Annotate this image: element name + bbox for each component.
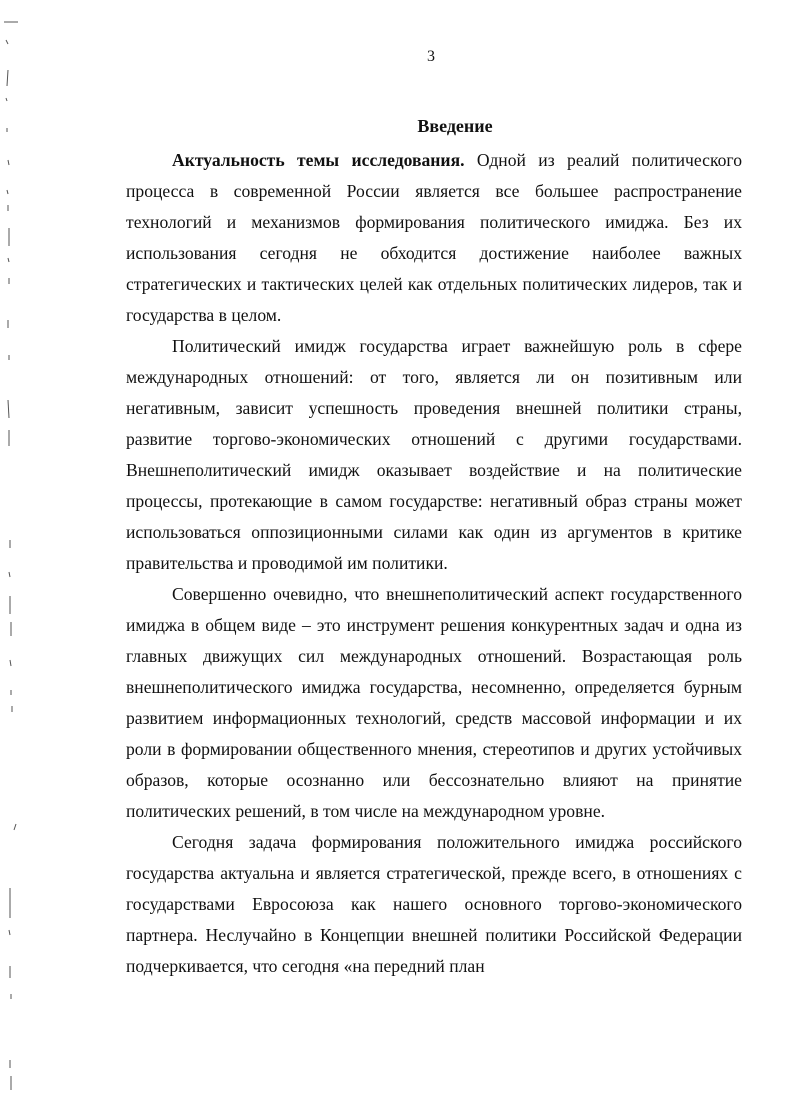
page-number: 3 (427, 48, 435, 65)
paragraph-text: Одной из реалий политического процесса в современной России является все большее распространение технологий и механизмов формирования политического имиджа. Без их использования сегодня не обходится достижение наиболее важных стратегических и тактических целей как отдельных политических лидеров, так и государства в целом. (126, 150, 742, 325)
paragraph-lead: Актуальность темы исследования. (172, 150, 465, 170)
paragraph-2: Политический имидж государства играет важнейшую роль в сфере международных отношений: от того, является ли он позитивным или негативным, зависит успешность проведения внешней политики страны, развитие торгово-экономических отношений с другими государствами. Внешнеполитический имидж оказывает воздействие и на политические процессы, протекающие в самом государстве: негативный образ страны может использоваться оппозиционными силами как один из аргументов в критике правительства и проводимой им политики. (126, 336, 742, 573)
scan-edge-marks (0, 0, 30, 1094)
paragraph-3: Совершенно очевидно, что внешнеполитический аспект государственного имиджа в общем виде – это инструмент решения конкурентных задач и одна из главных движущих сил международных отношений. Возрастающая роль внешнеполитического имиджа государства, несомненно, определяется бурным развитием информационных технологий, средств массовой информации и их роли в формировании общественного мнения, стереотипов и других устойчивых образов, которые осознанно или бессознательно влияют на принятие политических решений, в том числе на международном уровне. (126, 584, 742, 821)
paragraph-4: Сегодня задача формирования положительного имиджа российского государства актуальна и является стратегической, прежде всего, в отношениях с государствами Евросоюза как нашего основного торгово-экономического партнера. Неслучайно в Концепции внешней политики Российской Федерации подчеркивается, что сегодня «на передний план (126, 832, 742, 976)
section-title: Введение (417, 116, 493, 136)
body-text (126, 145, 742, 982)
paragraph-1 (126, 145, 742, 331)
